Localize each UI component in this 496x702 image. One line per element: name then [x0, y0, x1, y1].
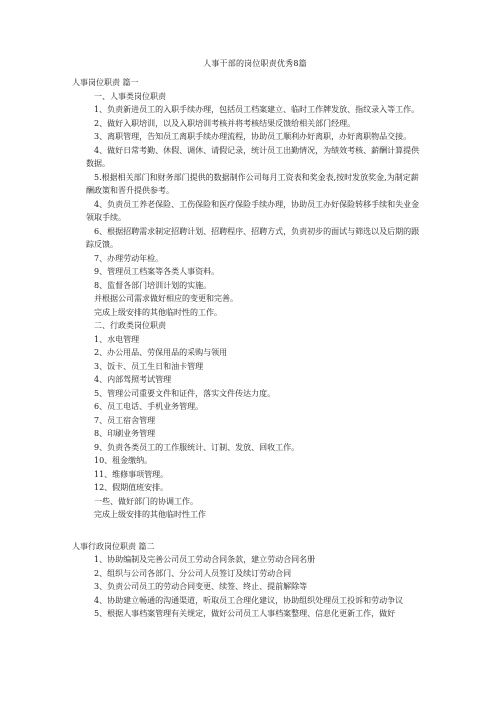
- list-item: 4、做好日常考勤、休假、调休、请假记录，统计员工出勤情况，为绩效考核、薪酬计算提供数据。: [86, 145, 420, 168]
- list-item: 并根据公司需求做好相应的变更和完善。: [94, 294, 238, 303]
- list-item: 4、协助建立畅通的沟通渠道，听取员工合理化建议，协助组织处理员工投诉和劳动争议: [94, 595, 404, 605]
- list-item: 8、印刷业务管理: [94, 429, 156, 438]
- list-item: 1、水电管理: [94, 334, 140, 344]
- list-item: 3、离职管理，告知员工离职手续办理流程，协助员工顺利办好离职，办好离职物品交接。: [94, 132, 412, 141]
- list-item: 7、员工宿舍管理: [94, 415, 156, 425]
- list-item: 11、维修事项管理。: [94, 469, 169, 479]
- list-item: 3、饭卡、员工生日和油卡管理: [94, 361, 204, 371]
- list-item: 6、根据招聘需求制定招聘计划、招聘程序、招聘方式，负责初步的面试与筛选以及后期的跟踪反馈。: [86, 226, 420, 249]
- list-item: 2、做好入职培训，以及入职培训考核并将考核结果反馈给相关部门经理。: [94, 118, 356, 128]
- part1-section2-list: [86, 333, 424, 522]
- list-item: 5、管理公司重要文件和证件，落实文件传达力度。: [94, 388, 276, 398]
- list-item: 9、管理员工档案等各类人事资料。: [94, 267, 220, 276]
- list-item: 7、办理劳动年检。: [94, 253, 164, 263]
- part1-section2-heading: 二、行政类岗位职责: [94, 321, 166, 330]
- part1-section1-list: [86, 103, 424, 319]
- list-item: 1、负责新进员工的入职手续办理，包括员工档案建立、临时工作牌发放、指纹录入等工作。: [94, 105, 420, 114]
- list-item: 10、租金缴纳。: [94, 456, 153, 465]
- part1-heading: 人事岗位职责 篇一: [72, 78, 139, 87]
- list-item: 8、监督各部门培训计划的实施。: [94, 280, 212, 290]
- list-item: 5、根据人事档案管理有关规定，做好公司员工人事档案整理、信息化更新工作，做好: [94, 609, 396, 618]
- list-item: 完成上级安排的其他临时性工作: [94, 510, 206, 519]
- document-title: 人事干部的岗位职责优秀8篇: [203, 59, 307, 68]
- list-item: 1、协助编制及完善公司员工劳动合同条款，建立劳动合同名册: [94, 555, 316, 564]
- list-item: 5.根据相关部门和财务部门提供的数据制作公司每月工资表和奖金表,按时发放奖金,为制定薪酬政策和晋升提供参考。: [86, 172, 419, 195]
- list-item: 6、员工电话、手机业务管理。: [94, 402, 204, 411]
- part2-heading: 人事行政岗位职责 篇二: [72, 541, 155, 551]
- list-item: 9、负责各类员工的工作服统计、订制、发放、回收工作。: [94, 442, 300, 452]
- list-item: 2、组织与公司各部门、分公司人员签订及续订劳动合同: [94, 568, 292, 578]
- list-item: 4、内部驾照考试管理: [94, 375, 172, 384]
- list-item: 一些、做好部门的协调工作。: [94, 496, 198, 506]
- spacer: [86, 522, 424, 540]
- list-item: 2、办公用品、劳保用品的采购与领用: [94, 348, 228, 357]
- list-item: 完成上级安排的其他临时性的工作。: [94, 307, 222, 317]
- list-item: 12、假期值班安排。: [94, 483, 169, 492]
- list-item: 3、负责公司员工的劳动合同变更、续签、终止、提前解除等: [94, 582, 308, 591]
- part1-section1-heading: 一、人事类岗位职责: [94, 91, 166, 101]
- part2-list: [86, 553, 424, 621]
- list-item: 4、负责员工养老保险、工伤保险和医疗保险手续办理，协助员工办好保险转移手续和失业金领取手续。: [86, 199, 420, 222]
